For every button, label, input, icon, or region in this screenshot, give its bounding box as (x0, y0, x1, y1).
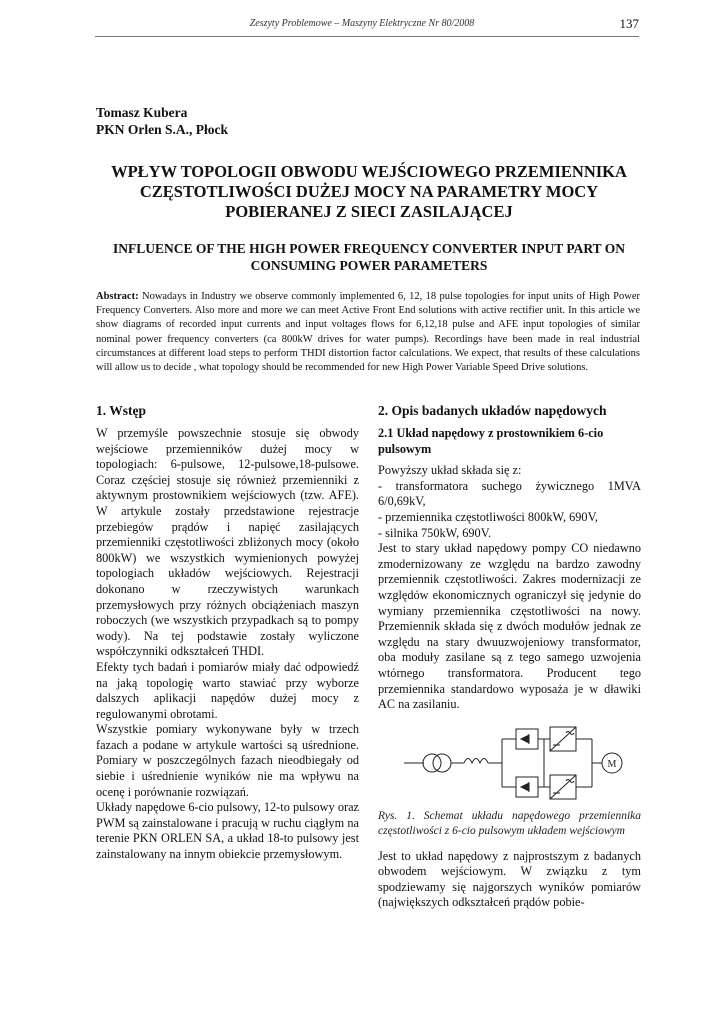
transformer-winding-1 (423, 754, 441, 772)
diode-icon (521, 734, 529, 744)
paragraph: W przemyśle powszechnie stosuje się obwody wejściowe przemienników dużej mocy w topologiach: 6-pulsowe, 12-pulsowe,18-pulsowe. Coraz częściej stosuje się również przemienniki z aktywnym prostownikiem wejściowych (tzw. AFE). W artykule zostały przedstawione rejestracje przebiegów prądów i napięć zasilających przemienniki częstotliwości zbliżonych mocy (około 800kW) we wszystkich wymienionych powyżej topologiach układów wejściowych. Rejestracji dokonano w rzeczywistych warunkach przemysłowych przy różnych obciążeniach maszyn roboczych (we wszystkich przypadkach są to pompy wody). Na tej podstawie zostały wyliczone współczynniki odkształceń THDI. (96, 426, 359, 659)
schematic-diagram (402, 723, 632, 803)
abstract (96, 290, 640, 375)
section-2-heading: 2. Opis badanych układów napędowych (378, 403, 607, 418)
section-1-heading: 1. Wstęp (96, 403, 147, 418)
motor-label: M (607, 758, 617, 770)
title-polish: WPŁYW TOPOLOGII OBWODU WEJŚCIOWEGO PRZEMIENNIKA CZĘSTOTLIWOŚCI DUŻEJ MOCY NA PARAMETRY MOCY POBIERANEJ Z SIECI ZASILAJĄCEJ (111, 162, 627, 221)
journal-title: Zeszyty Problemowe – Maszyny Elektryczne Nr 80/2008 (249, 18, 475, 29)
section-2-1-heading: 2.1 Układ napędowy z prostownikiem 6-cio pulsowym (378, 426, 604, 456)
list-item: - przemiennika częstotliwości 800kW, 690V, (378, 509, 598, 524)
right-column (378, 402, 641, 911)
header-rule (95, 36, 639, 37)
title-english: INFLUENCE OF THE HIGH POWER FREQUENCY CONVERTER INPUT PART ON CONSUMING POWER PARAMETERS (113, 241, 625, 273)
transformer-winding-2 (433, 754, 451, 772)
paragraph: Jest to układ napędowy z najprostszym z badanych obwodem wejściowym. W związku z tym spodziewamy się najgorszych wyników pomiarów (największych odkształceń prądów pobie- (378, 848, 641, 910)
paragraph: Jest to stary układ napędowy pompy CO niedawno zmodernizowany ze względu na bardzo zawodny przemiennik częstotliwości. Zakres modernizacji ze względów ekonomicznych ograniczył się jedynie do wymiany przemiennika częstotliwości na nowy. Przemiennik składa się z dwóch modułów jednak ze względu na stary dwuuzwojeniowy transformator, oba moduły zasilane są z tego samego uzwojenia wtórnego transformatora. Producent tego przemiennika standardowo wyposaża je w dławiki AC na zasilaniu. (378, 541, 641, 712)
paragraph: Efekty tych badań i pomiarów miały dać odpowiedź na jaką topologię warto stawiać przy wyborze dalszych aplikacji napędów dużej mocy z regulowanymi obrotami. (96, 659, 359, 721)
abstract-text: Nowadays in Industry we observe commonly implemented 6, 12, 18 pulse topologies for input units of High Power Frequency Converters. Also more and more we can meet Active Front End solutions with active rectifier unit. In this article we show diagrams of recorded input currents and input voltages flows for 6,12,18 pulse and AFE input topologies of similar nominal power frequency converters (ca 800kW drives for water pumps). Recordings have been made in real industrial circumstances at different load steps to perform THDI distortion factor calculations. We expect, that results of these calculations will allow us to decide , what topology should be recommended for new High Power Variable Speed Drive solutions. (96, 291, 641, 374)
page-number: 137 (619, 16, 639, 31)
list-item: - silnika 750kW, 690V. (378, 525, 492, 540)
paragraph: Wszystkie pomiary wykonywane były w trzech fazach a podane w artykule wartości są uśrednione. Pomiary w poszczególnych fazach nieodbiegały od siebie i uśrednienie wyników nie ma wpływu na ocenę i porównanie rozwiązań. (96, 722, 359, 799)
figure-schematic (378, 723, 641, 803)
paragraph: Układy napędowe 6-cio pulsowy, 12-to pulsowy oraz PWM są zainstalowane i pracują w ruchu ciągłym na terenie PKN ORLEN SA, a układ 18-to pulsowy jest zainstalowany na innym obiekcie przemysłowym. (96, 800, 359, 862)
author-affiliation: PKN Orlen S.A., Płock (96, 122, 228, 137)
page-header (0, 14, 724, 34)
list-intro: Powyższy układ składa się z: (378, 463, 522, 478)
ac-reactor (464, 758, 488, 763)
author-name: Tomasz Kubera (96, 105, 188, 120)
author-block (96, 104, 228, 138)
abstract-label: Abstract: (96, 291, 139, 302)
diode-icon (521, 782, 529, 792)
list-item: - transformatora suchego żywicznego 1MVA 6/0,69kV, (378, 478, 641, 509)
left-column (96, 402, 359, 863)
figure-caption: Rys. 1. Schemat układu napędowego przemiennika częstotliwości z 6-cio pulsowym układem wejściowym (378, 809, 641, 837)
